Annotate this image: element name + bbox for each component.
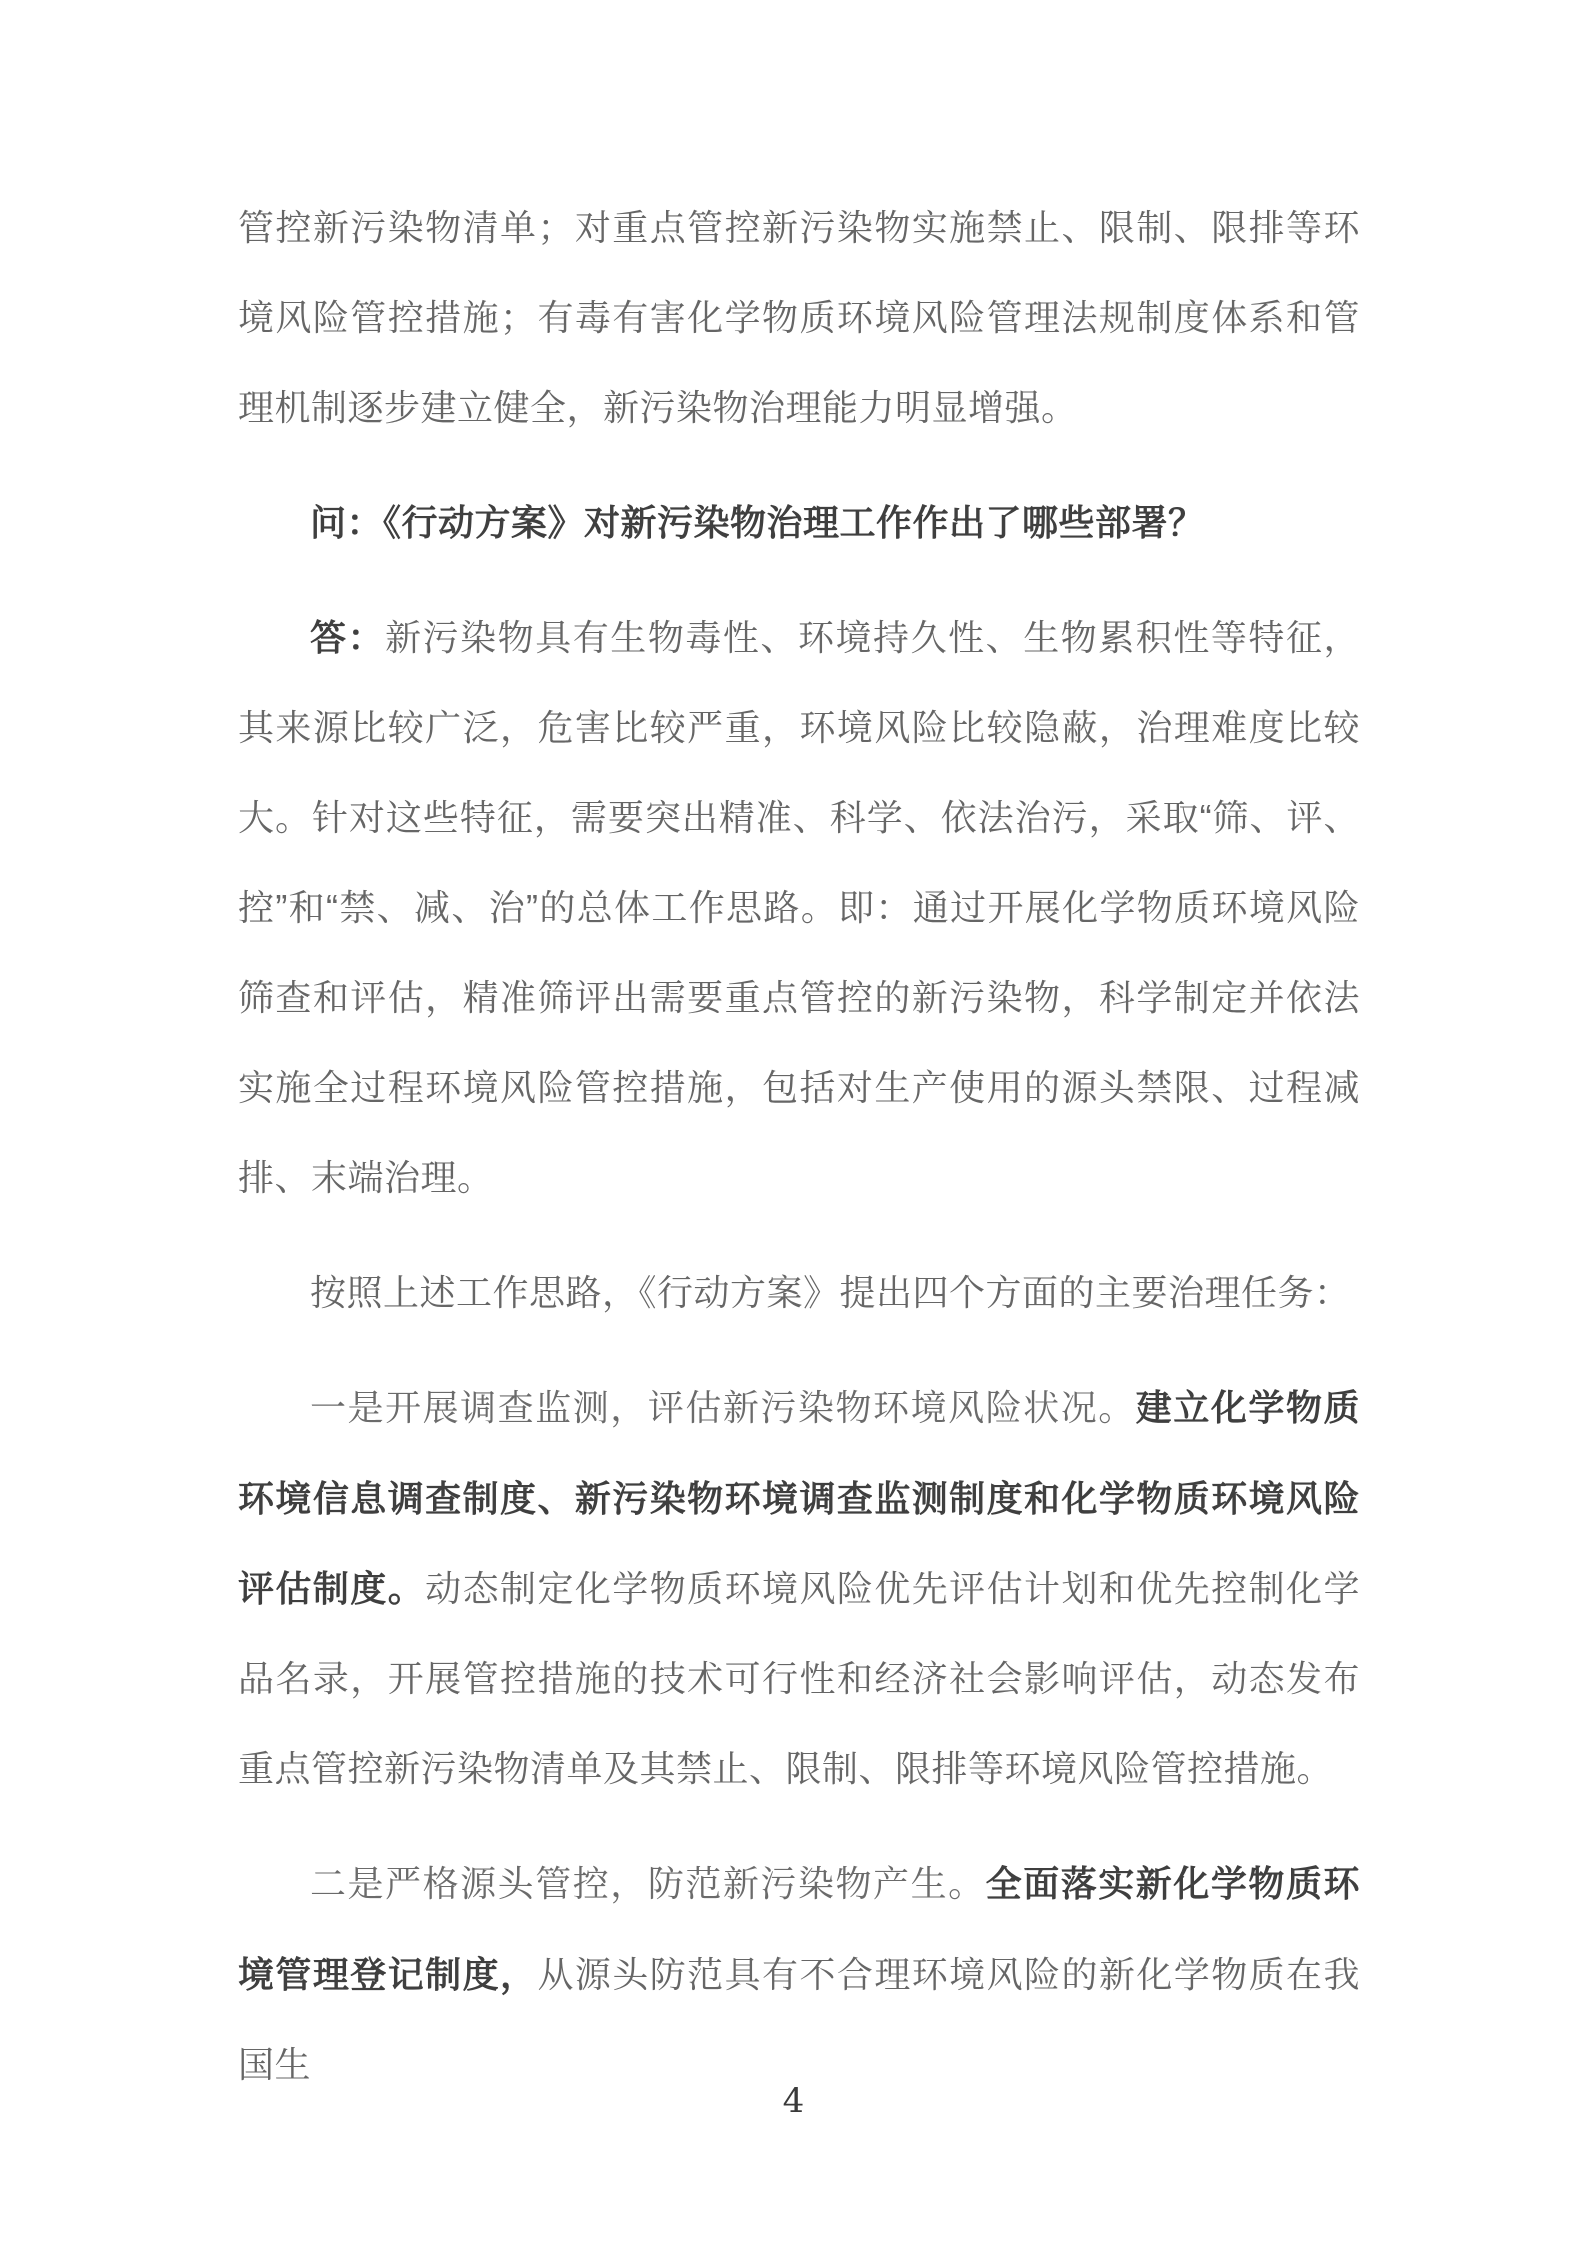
- text-run-bold: 全面落实新化学物质环境管理登记制度，: [238, 1863, 1360, 1995]
- paragraph-question: [238, 478, 1360, 568]
- text-run-regular: 新污染物具有生物毒性、环境持久性、生物累积性等特征，其来源比较广泛，危害比较严重，环境风险比较隐蔽，治理难度比较大。针对这些特征，需要突出精准、科学、依法治污，采取“筛、评、控”和“禁、减、治”的总体工作思路。即：通过开展化学物质环境风险筛查和评估，精准筛评出需要重点管控的新污染物，科学制定并依法实施全过程环境风险管控措施，包括对生产使用的源头禁限、过程减排、末端治理。: [238, 617, 1360, 1198]
- text-run-bold: 答：: [310, 617, 386, 658]
- text-run-kai: 二是严格源头管控，防范新污染物产生。: [310, 1864, 986, 1905]
- text-run-kai: 一是开展调查监测，评估新污染物环境风险状况。: [310, 1388, 1136, 1429]
- paragraph-task-2: [238, 1839, 1360, 2110]
- text-run-regular: 从源头防范具有不合理环境风险的新化学物质在我国生: [238, 1954, 1360, 2085]
- paragraph-intro-continuation: [238, 183, 1360, 453]
- page-footer: [0, 2081, 1587, 2121]
- paragraph-transition: [238, 1248, 1360, 1338]
- text-run-bold: 建立化学物质环境信息调查制度、新污染物环境调查监测制度和化学物质环境风险评估制度。: [238, 1387, 1360, 1609]
- paragraph-task-1: [238, 1363, 1360, 1814]
- page-number: 4: [782, 2081, 805, 2121]
- paragraph-answer: [238, 593, 1360, 1223]
- text-run-bold: 问：《行动方案》对新污染物治理工作作出了哪些部署？: [310, 502, 1205, 543]
- text-run-regular: 动态制定化学物质环境风险优先评估计划和优先控制化学品名录，开展管控措施的技术可行性和经济社会影响评估，动态发布重点管控新污染物清单及其禁止、限制、限排等环境风险管控措施。: [238, 1568, 1360, 1789]
- text-run-regular: 按照上述工作思路，《行动方案》提出四个方面的主要治理任务：: [310, 1272, 1351, 1313]
- text-run-regular: 管控新污染物清单；对重点管控新污染物实施禁止、限制、限排等环境风险管控措施；有毒有害化学物质环境风险管理法规制度体系和管理机制逐步建立健全，新污染物治理能力明显增强。: [238, 207, 1360, 428]
- document-body: [238, 183, 1360, 2135]
